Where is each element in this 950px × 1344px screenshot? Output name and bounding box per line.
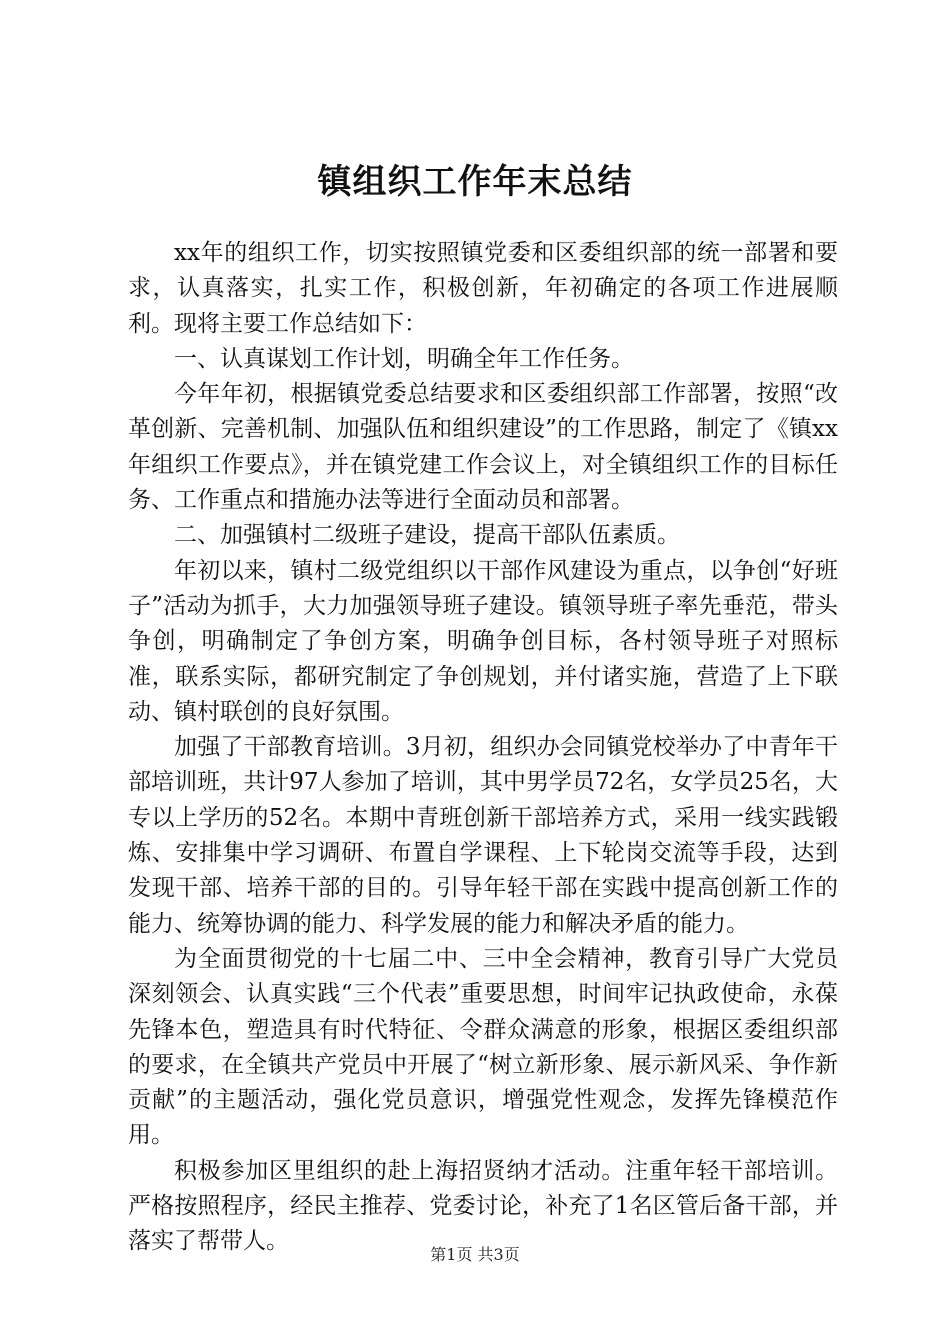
- document-body: [128, 236, 838, 1260]
- paragraph-theme-activity: 为全面贯彻党的十七届二中、三中全会精神，教育引导广大党员深刻领会、认真实践“三个代表”重要思想，时间牢记执政使命，永葆先锋本色，塑造具有时代特征、令群众满意的形象，根据区委组织部的要求，在全镇共产党员中开展了“树立新形象、展示新风采、争作新贡献”的主题活动，强化党员意识，增强党性观念，发挥先锋模范作用。: [128, 945, 838, 1149]
- paragraph-plan: 今年年初，根据镇党委总结要求和区委组织部工作部署，按照“改革创新、完善机制、加强队伍和组织建设”的工作思路，制定了《镇xx年组织工作要点》，并在镇党建工作会议上，对全镇组织工作的目标任务、工作重点和措施办法等进行全面动员和部署。: [128, 381, 838, 514]
- paragraph-training: 加强了干部教育培训。3月初，组织办会同镇党校举办了中青年干部培训班，共计97人参加了培训，其中男学员72名，女学员25名，大专以上学历的52名。本期中青班创新干部培养方式，采用一线实践锻炼、安排集中学习调研、布置自学课程、上下轮岗交流等手段，达到发现干部、培养干部的目的。引导年轻干部在实践中提高创新工作的能力、统筹协调的能力、科学发展的能力和解决矛盾的能力。: [128, 734, 838, 937]
- section-heading-2: 二、加强镇村二级班子建设，提高干部队伍素质。: [174, 522, 680, 549]
- paragraph-team-building: 年初以来，镇村二级党组织以干部作风建设为重点，以争创“好班子”活动为抓手，大力加强领导班子建设。镇领导班子率先垂范，带头争创，明确制定了争创方案，明确争创目标，各村领导班子对照标准，联系实际，都研究制定了争创规划，并付诸实施，营造了上下联动、镇村联创的良好氛围。: [128, 557, 838, 725]
- page-number-footer: 第1页 共3页: [430, 1245, 520, 1264]
- paragraph-intro: xx年的组织工作，切实按照镇党委和区委组织部的统一部署和要求，认真落实，扎实工作，积极创新，年初确定的各项工作进展顺利。现将主要工作总结如下：: [128, 240, 838, 337]
- section-heading-1: 一、认真谋划工作计划，明确全年工作任务。: [174, 345, 634, 372]
- paragraph-recruitment: 积极参加区里组织的赴上海招贤纳才活动。注重年轻干部培训。严格按照程序，经民主推荐、党委讨论，补充了1名区管后备干部，并落实了帮带人。: [128, 1157, 838, 1255]
- document-title: 镇组织工作年末总结: [317, 162, 633, 202]
